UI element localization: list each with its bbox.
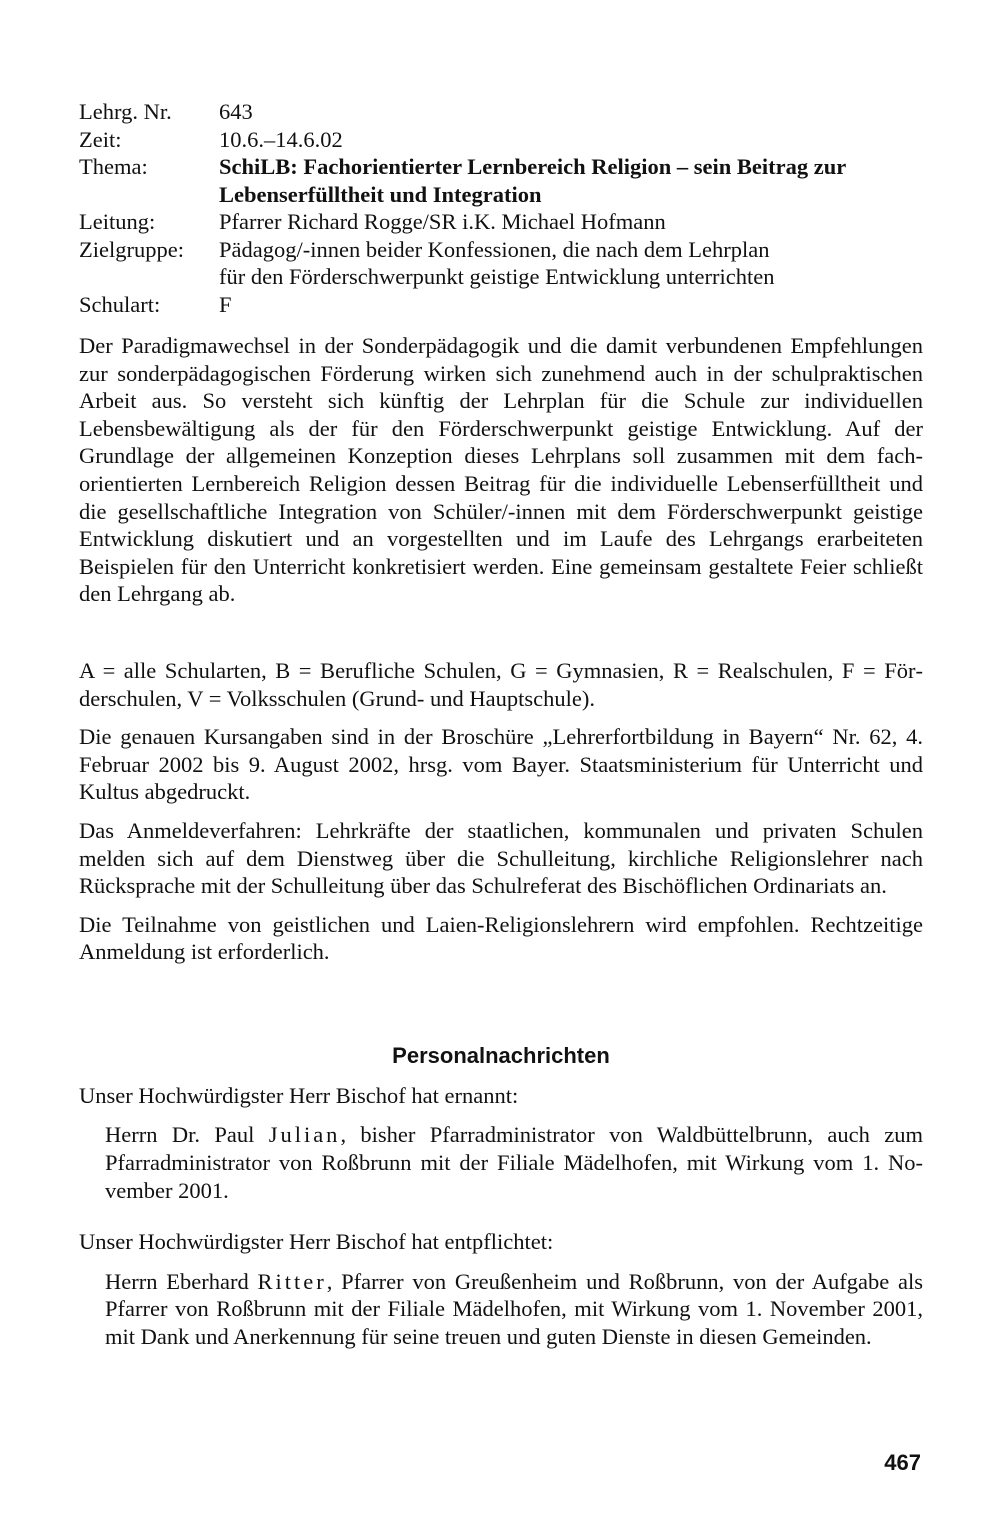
released-name: Ritter: [257, 1268, 327, 1294]
course-number-value: 643: [219, 99, 253, 124]
appointment-intro: Unser Hochwürdigster Herr Bischof hat ernannt:: [79, 1082, 519, 1108]
page-number: 467: [884, 1450, 921, 1475]
section-title: Personalnachrichten: [392, 1042, 610, 1068]
course-details-note: Die genauen Kursangaben sind in der Broschüre „Lehrerfortbildung in Bayern“ Nr. 62, 4. Februar 2002 bis 9. August 2002, hrsg. vom Bayer. Staatsministerium für Unterricht und Kultus abgedruckt.: [79, 724, 923, 805]
course-lead-value: Pfarrer Richard Rogge/SR i.K. Michael Hofmann: [219, 209, 666, 234]
course-topic-line-1: SchiLB: Fachorientierter Lernbereich Religion – sein Beitrag zur: [219, 154, 847, 179]
course-topic-label: Thema:: [79, 154, 148, 179]
course-topic-row: [79, 153, 923, 208]
course-description: Der Paradigmawechsel in der Sonderpädagogik und die damit verbundenen Empfehlungen zur sonderpädagogischen Förderung wirken sich zunehmend auch in der schulpraktischen Arbeit aus. So versteht sich künftig der Lehrplan für die Schule zur individuellen Lebensbewältigung als der für den Förderschwerpunkt geistige Entwicklung. Auf der Grundlage der allgemeinen Konzeption dieses Lehrplans soll zusammen mit dem fachorientierten Lernbereich Religion dessen Beitrag für die individuelle Lebenserfülltheit und die gesellschaftliche Integration von Schüler/-innen mit dem Förderschwerpunkt geistige Entwicklung diskutiert und an vorgestellten und im Laufe des Lehrgangs erarbeiteten Beispielen für den Unterricht konkretisiert werden. Eine gemeinsam gestaltete Feier schließt den Lehrgang ab.: [79, 333, 923, 607]
course-audience-line-2: für den Förderschwerpunkt geistige Entwicklung unterrichten: [219, 264, 775, 289]
course-audience-row: [79, 236, 923, 291]
course-topic-line-2: Lebenserfülltheit und Integration: [219, 181, 542, 207]
appointment-entry: [105, 1121, 923, 1204]
release-intro: Unser Hochwürdigster Herr Bischof hat entpflichtet:: [79, 1229, 554, 1255]
course-audience-label: Zielgruppe:: [79, 236, 184, 262]
release-text: , Pfarrer von Greußenheim und Roßbrunn, von der Aufgabe als Pfarrer von Roßbrunn mit der Filiale Mädelhofen, mit Wirkung vom 1. November 2001, mit Dank und Anerkennung für seine treuen und guten Dienste in diesen Gemeinden.: [105, 1268, 923, 1350]
release-entry: [105, 1268, 923, 1351]
course-time-value: 10.6.–14.6.02: [219, 126, 343, 152]
release-prefix: Herrn Eberhard: [105, 1268, 258, 1294]
page-content: [79, 98, 923, 1351]
course-audience-line-1: Pädagog/-innen beider Konfessionen, die nach dem Lehrplan: [219, 236, 770, 262]
school-type-legend: A = alle Schularten, B = Berufliche Schulen, G = Gymnasien, R = Realschulen, F = Förderschulen, V = Volksschulen (Grund- und Hauptschule).: [79, 657, 923, 711]
course-info: [79, 98, 923, 318]
course-lead-label: Leitung:: [79, 209, 156, 234]
appointee-name: Julian: [268, 1122, 341, 1148]
course-number-label: Lehrg. Nr.: [79, 99, 172, 124]
appointment-text: , bisher Pfarradministrator von Waldbüttelbrunn, auch zum Pfarradministrator von Roßbrunn mit der Filiale Mädelhofen, mit Wirkung vom 1. November 2001.: [105, 1122, 923, 1203]
participation-note: Die Teilnahme von geistlichen und Laien-Religionslehrern wird empfohlen. Rechtzeitige Anmeldung ist erforderlich.: [79, 911, 923, 965]
course-time-label: Zeit:: [79, 126, 122, 152]
course-lead-row: [79, 208, 923, 236]
course-school-type-value: F: [219, 291, 232, 317]
appointment-prefix: Herrn Dr. Paul: [105, 1122, 269, 1148]
course-school-type-row: [79, 291, 923, 319]
registration-note: Das Anmeldeverfahren: Lehrkräfte der staatlichen, kommunalen und privaten Schulen melden sich auf dem Dienstweg über die Schulleitung, kirchliche Religionslehrer nach Rücksprache mit der Schulleitung über das Schulreferat des Bischöflichen Ordinariats an.: [79, 817, 923, 899]
course-time-row: [79, 126, 923, 154]
course-number-row: [79, 98, 923, 126]
course-school-type-label: Schulart:: [79, 291, 161, 317]
course-audience-value: [219, 236, 923, 291]
course-topic-value: [219, 153, 923, 208]
